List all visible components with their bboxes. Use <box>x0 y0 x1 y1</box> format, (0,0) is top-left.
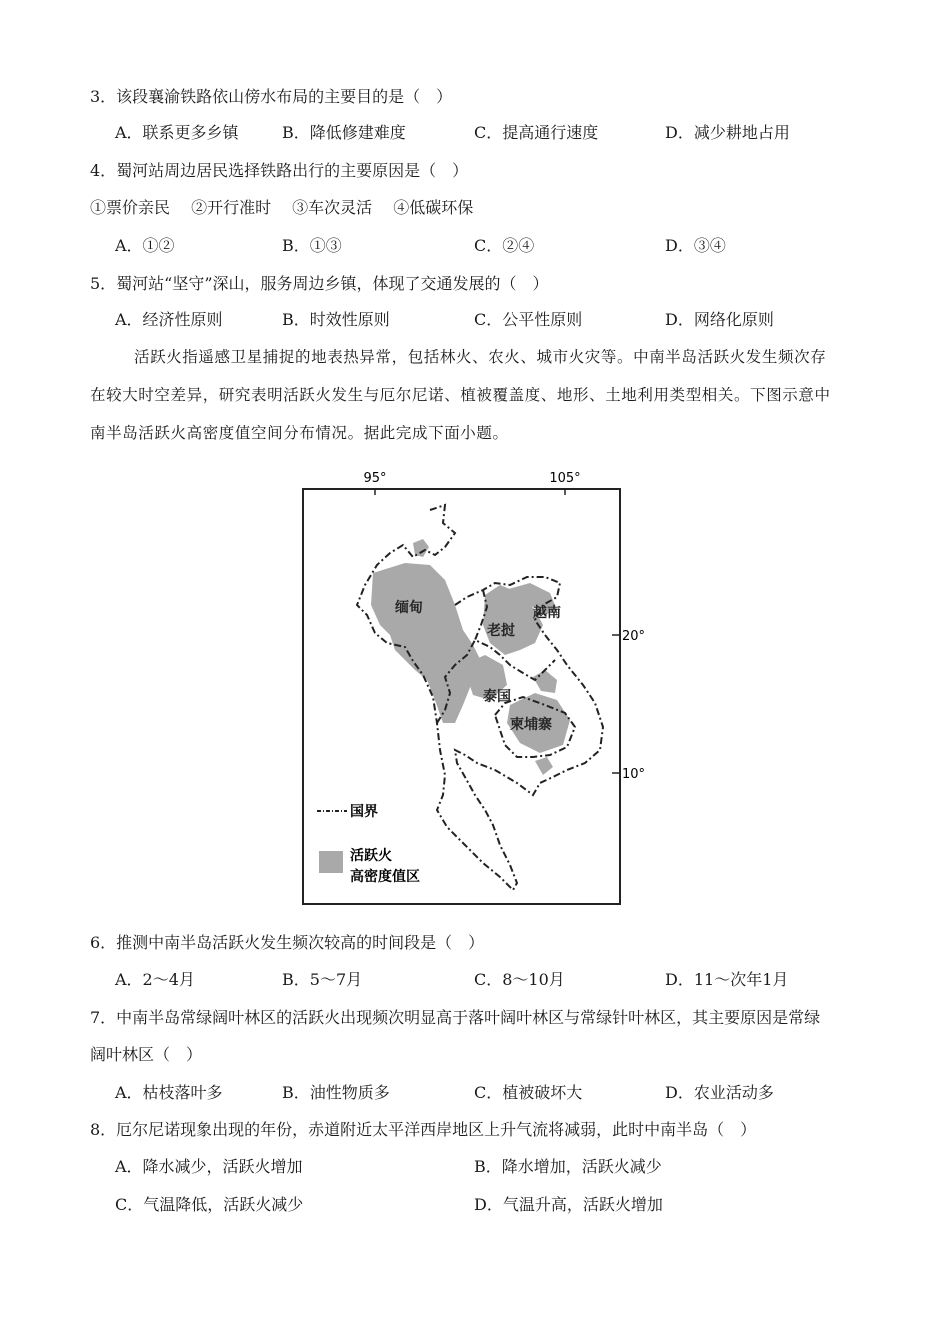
q6-option-d[interactable]: D．11～次年1月 <box>665 970 789 989</box>
q4-option-d[interactable]: D．③④ <box>665 236 726 255</box>
q3-option-b[interactable]: B．降低修建难度 <box>282 123 406 142</box>
q4-option-b[interactable]: B．①③ <box>282 236 342 255</box>
q8-option-c[interactable]: C．气温降低，活跃火减少 <box>115 1195 304 1214</box>
national-borders <box>357 505 603 890</box>
fire-area-south <box>535 757 553 775</box>
question-7-stem-line-1: 7．中南半岛常绿阔叶林区的活跃火出现频次明显高于落叶阔叶林区与常绿针叶林区，其主要原因是常绿 <box>90 1008 821 1027</box>
q8-option-d[interactable]: D．气温升高，活跃火增加 <box>474 1195 663 1214</box>
lat-label-20: 20° <box>622 629 646 644</box>
q8-option-b[interactable]: B．降水增加，活跃火减少 <box>474 1157 662 1176</box>
question-4-stem: 4．蜀河站周边居民选择铁路出行的主要原因是（ ） <box>90 161 469 180</box>
label-cambodia: 柬埔寨 <box>510 717 552 733</box>
fire-area-north-spot <box>413 539 429 557</box>
fire-area-east <box>533 670 557 693</box>
legend-fire-label-1: 活跃火 <box>350 848 392 864</box>
question-6-stem: 6．推测中南半岛活跃火发生频次较高的时间段是（ ） <box>90 933 485 952</box>
q3-option-c[interactable]: C．提高通行速度 <box>474 123 599 142</box>
q7-option-b[interactable]: B．油性物质多 <box>282 1083 390 1102</box>
label-myanmar: 缅甸 <box>395 600 423 616</box>
q6-option-c[interactable]: C．8～10月 <box>474 970 565 989</box>
fire-density-areas <box>371 539 570 775</box>
legend-fire-label-2: 高密度值区 <box>350 869 420 885</box>
indochina-active-fire-map <box>295 465 646 910</box>
legend-fire-symbol <box>319 851 343 873</box>
q5-option-a[interactable]: A．经济性原则 <box>115 310 223 329</box>
passage-line-1: 活跃火指遥感卫星捕捉的地表热异常，包括林火、农火、城市火灾等。中南半岛活跃火发生频次存 <box>134 348 827 366</box>
q3-option-d[interactable]: D．减少耕地占用 <box>665 123 790 142</box>
lon-label-105: 105° <box>549 471 581 486</box>
question-8-stem: 8．厄尔尼诺现象出现的年份，赤道附近太平洋西岸地区上升气流将减弱，此时中南半岛（ ） <box>90 1120 757 1139</box>
q7-option-a[interactable]: A．枯枝落叶多 <box>115 1083 223 1102</box>
label-laos: 老挝 <box>487 623 515 639</box>
q4-option-a[interactable]: A．①② <box>115 236 175 255</box>
lon-label-95: 95° <box>363 471 387 486</box>
q5-option-c[interactable]: C．公平性原则 <box>474 310 583 329</box>
q5-option-b[interactable]: B．时效性原则 <box>282 310 390 329</box>
label-vietnam: 越南 <box>533 605 561 621</box>
q8-option-a[interactable]: A．降水减少，活跃火增加 <box>115 1157 303 1176</box>
lat-label-10: 10° <box>622 767 646 782</box>
label-thailand: 泰国 <box>483 689 511 705</box>
q5-option-d[interactable]: D．网络化原则 <box>665 310 774 329</box>
legend-border-label: 国界 <box>350 804 378 820</box>
question-5-stem: 5．蜀河站“坚守”深山，服务周边乡镇，体现了交通发展的（ ） <box>90 274 549 293</box>
fire-area-myanmar <box>371 563 483 723</box>
myanmar-laos-border <box>455 590 483 605</box>
question-7-stem-line-2: 阔叶林区（ ） <box>90 1045 203 1064</box>
question-3-stem: 3．该段襄渝铁路依山傍水布局的主要目的是（ ） <box>90 87 453 106</box>
passage-line-3: 南半岛活跃火高密度值空间分布情况。据此完成下面小题。 <box>90 424 509 442</box>
q7-option-d[interactable]: D．农业活动多 <box>665 1083 774 1102</box>
passage-line-2: 在较大时空差异，研究表明活跃火发生与厄尔尼诺、植被覆盖度、地形、土地利用类型相关。下图示意中 <box>90 386 831 404</box>
question-4-choices: ①票价亲民 ②开行准时 ③车次灵活 ④低碳环保 <box>90 198 474 217</box>
q7-option-c[interactable]: C．植被破坏大 <box>474 1083 583 1102</box>
q6-option-a[interactable]: A．2～4月 <box>115 970 195 989</box>
q6-option-b[interactable]: B．5～7月 <box>282 970 363 989</box>
q3-option-a[interactable]: A．联系更多乡镇 <box>115 123 239 142</box>
outer-outline <box>357 505 603 890</box>
q4-option-c[interactable]: C．②④ <box>474 236 535 255</box>
passage <box>90 338 862 452</box>
